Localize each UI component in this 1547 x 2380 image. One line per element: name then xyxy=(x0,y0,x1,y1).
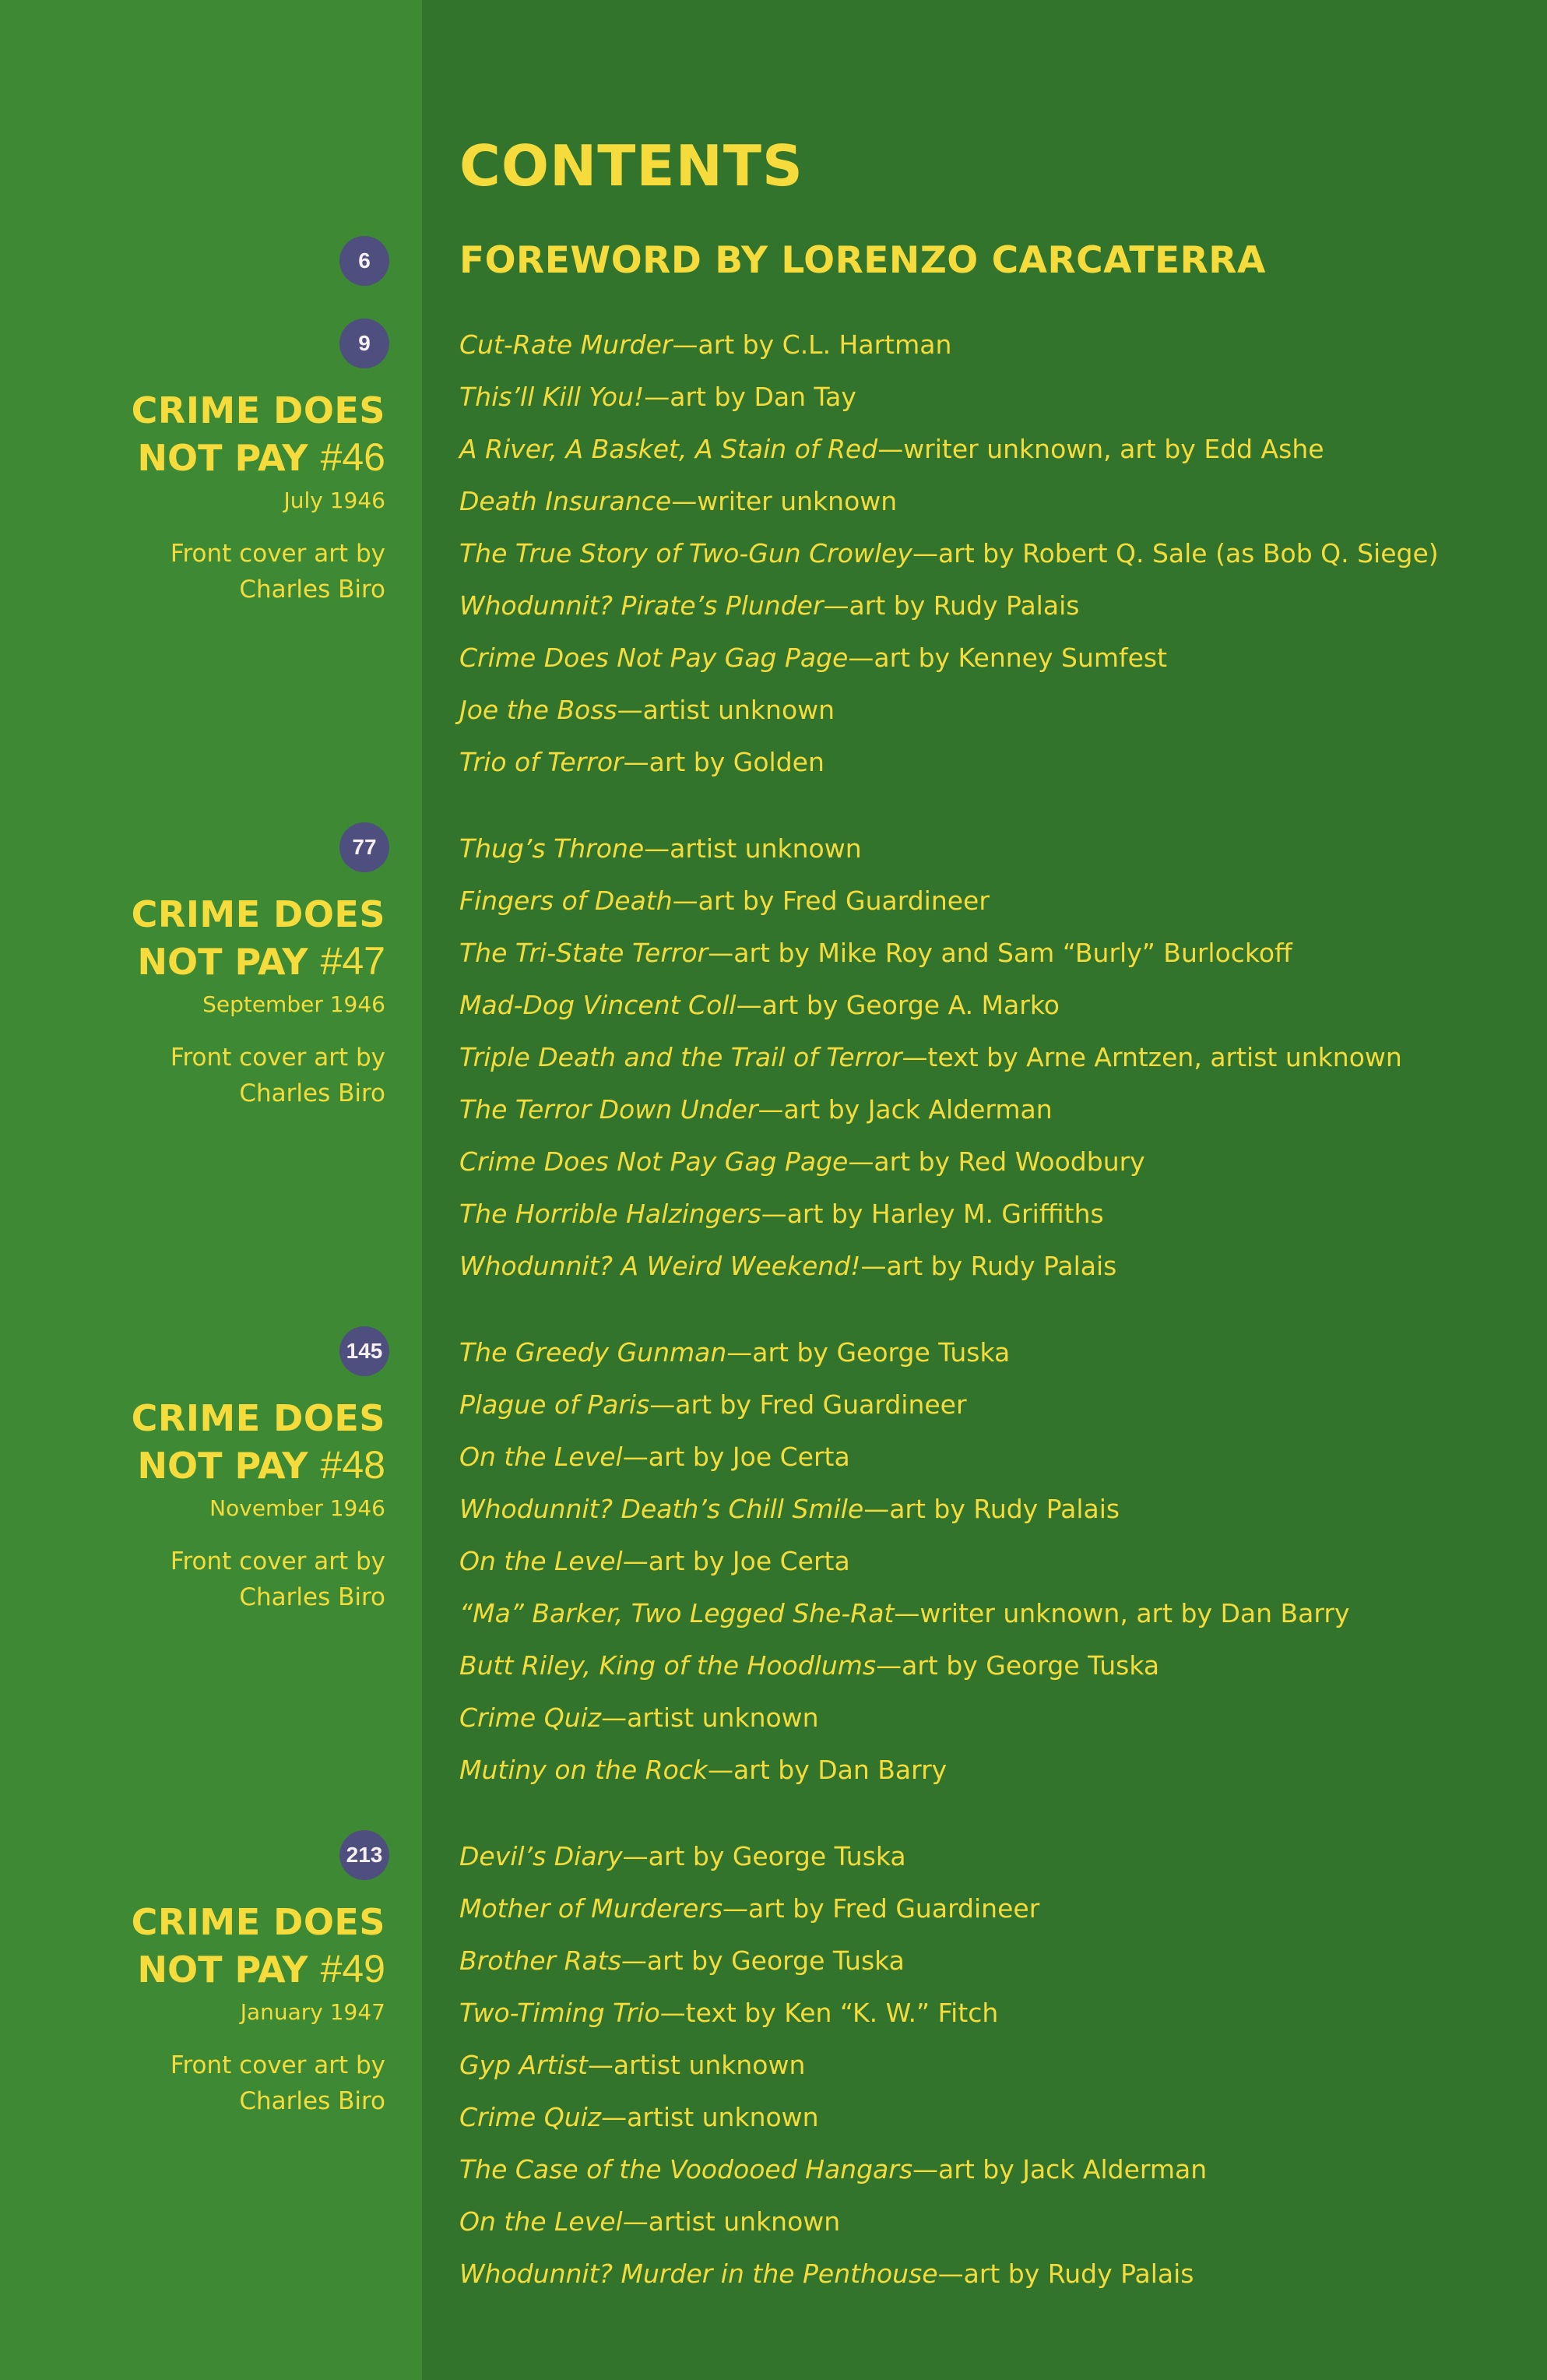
story-credit: —writer unknown, art by Edd Ashe xyxy=(877,434,1324,464)
cover-credit-line: Front cover art by xyxy=(170,1044,385,1072)
story-title: “Ma” Barker, Two Legged She-Rat xyxy=(459,1598,895,1628)
story-credit: —art by George Tuska xyxy=(876,1650,1160,1681)
story-entry[interactable] xyxy=(459,1935,1526,1987)
story-title: Cut-Rate Murder xyxy=(459,329,673,360)
story-entry[interactable] xyxy=(459,1240,1526,1292)
page-number-badge: 77 xyxy=(339,822,389,872)
story-credit: —art by Rudy Palais xyxy=(863,1494,1120,1524)
story-entry[interactable] xyxy=(459,1483,1526,1535)
series-title-line: CRIME DOES xyxy=(131,389,385,431)
story-credit: —artist unknown xyxy=(617,695,835,725)
issue-heading xyxy=(31,1899,385,2119)
cover-credit xyxy=(31,1040,385,1111)
story-entry[interactable] xyxy=(459,736,1526,788)
story-entry[interactable] xyxy=(459,1692,1526,1744)
story-credit: —writer unknown, art by Dan Barry xyxy=(894,1598,1350,1628)
series-title-text: NOT PAY xyxy=(137,941,308,983)
story-entry[interactable] xyxy=(459,2195,1526,2248)
story-credit: —art by Joe Certa xyxy=(622,1546,850,1576)
story-entry[interactable] xyxy=(459,2091,1526,2143)
issue-number: #46 xyxy=(320,435,385,479)
story-title: Joe the Boss xyxy=(459,695,617,725)
series-title-line xyxy=(31,1442,385,1489)
story-title: This’ll Kill You! xyxy=(459,382,645,412)
story-title: Thug’s Throne xyxy=(459,833,645,864)
story-credit: —art by George A. Marko xyxy=(736,990,1060,1020)
story-title: Devil’s Diary xyxy=(459,1841,623,1871)
story-entry[interactable] xyxy=(459,527,1526,579)
story-list xyxy=(459,1326,1526,1796)
story-credit: —text by Arne Arntzen, artist unknown xyxy=(902,1042,1402,1072)
story-entry[interactable] xyxy=(459,1378,1526,1431)
story-title: The Terror Down Under xyxy=(459,1094,758,1125)
story-list xyxy=(459,822,1526,1292)
story-credit: —writer unknown xyxy=(671,486,898,516)
issue-heading xyxy=(31,387,385,607)
story-title: Mad-Dog Vincent Coll xyxy=(459,990,737,1020)
story-credit: —art by Rudy Palais xyxy=(860,1251,1117,1281)
story-entry[interactable] xyxy=(459,579,1526,632)
story-credit: —art by Jack Alderman xyxy=(912,2154,1208,2185)
issue-number: #47 xyxy=(320,939,385,983)
story-title: The Horrible Halzingers xyxy=(459,1199,761,1229)
story-entry[interactable] xyxy=(459,1188,1526,1240)
series-title-line xyxy=(31,434,385,481)
story-title: Fingers of Death xyxy=(459,885,673,916)
cover-credit-line: Front cover art by xyxy=(170,1547,385,1576)
story-credit: —text by Ken “K. W.” Fitch xyxy=(659,1998,999,2028)
story-credit: —art by Rudy Palais xyxy=(937,2259,1194,2289)
story-credit: —artist unknown xyxy=(587,2050,806,2080)
story-credit: —art by Jack Alderman xyxy=(758,1094,1053,1125)
story-title: Crime Quiz xyxy=(459,2102,602,2132)
story-credit: —art by Joe Certa xyxy=(622,1442,850,1472)
story-entry[interactable] xyxy=(459,875,1526,927)
page-number-badge: 6 xyxy=(339,236,389,286)
story-title: Trio of Terror xyxy=(459,747,624,777)
story-list xyxy=(459,1830,1526,2300)
issue-number: #49 xyxy=(320,1947,385,1991)
story-title: Whodunnit? A Weird Weekend! xyxy=(459,1251,861,1281)
page-title: CONTENTS xyxy=(459,133,803,199)
story-title: Two-Timing Trio xyxy=(459,1998,660,2028)
cover-credit xyxy=(31,2047,385,2119)
story-title: Plague of Paris xyxy=(459,1389,650,1420)
story-entry[interactable] xyxy=(459,1744,1526,1796)
series-title-line xyxy=(31,938,385,985)
story-title: Whodunnit? Murder in the Penthouse xyxy=(459,2259,938,2289)
story-credit: —art by Golden xyxy=(623,747,824,777)
story-credit: —art by George Tuska xyxy=(622,1841,906,1871)
story-entry[interactable] xyxy=(459,1882,1526,1935)
story-title: Butt Riley, King of the Hoodlums xyxy=(459,1650,877,1681)
issue-date: July 1946 xyxy=(283,488,385,513)
story-entry[interactable] xyxy=(459,423,1526,475)
issue-date: January 1947 xyxy=(240,1999,385,2025)
series-title-line: CRIME DOES xyxy=(131,893,385,935)
story-credit: —art by Rudy Palais xyxy=(823,590,1080,621)
story-credit: —art by Kenney Sumfest xyxy=(848,643,1168,673)
cover-artist: Charles Biro xyxy=(239,1583,385,1611)
story-entry[interactable] xyxy=(459,475,1526,527)
story-credit: —art by Fred Guardineer xyxy=(649,1389,967,1420)
story-title: Mutiny on the Rock xyxy=(459,1755,708,1785)
page-number-badge: 213 xyxy=(339,1830,389,1880)
story-title: The True Story of Two-Gun Crowley xyxy=(459,538,912,569)
story-credit: —art by Robert Q. Sale (as Bob Q. Siege) xyxy=(912,538,1439,569)
series-title-line: CRIME DOES xyxy=(131,1901,385,1943)
page-number-badge: 9 xyxy=(339,319,389,368)
story-entry[interactable] xyxy=(459,1431,1526,1483)
cover-credit xyxy=(31,536,385,607)
story-credit: —art by Fred Guardineer xyxy=(723,1893,1040,1924)
story-entry[interactable] xyxy=(459,632,1526,684)
story-title: Gyp Artist xyxy=(459,2050,588,2080)
issue-date: September 1946 xyxy=(202,991,385,1017)
cover-artist: Charles Biro xyxy=(239,2087,385,2115)
page-number-badge: 145 xyxy=(339,1326,389,1376)
story-entry[interactable] xyxy=(459,1135,1526,1188)
story-title: On the Level xyxy=(459,2206,623,2237)
story-entry[interactable] xyxy=(459,2143,1526,2195)
cover-artist: Charles Biro xyxy=(239,1079,385,1107)
story-credit: —art by George Tuska xyxy=(621,1945,905,1976)
story-title: The Tri-State Terror xyxy=(459,938,708,968)
story-entry[interactable] xyxy=(459,822,1526,875)
story-entry[interactable] xyxy=(459,979,1526,1031)
story-entry[interactable] xyxy=(459,1587,1526,1639)
series-title-text: NOT PAY xyxy=(137,1445,308,1487)
story-entry[interactable] xyxy=(459,1987,1526,2039)
story-title: The Greedy Gunman xyxy=(459,1337,727,1368)
story-title: Crime Quiz xyxy=(459,1702,602,1733)
story-title: On the Level xyxy=(459,1546,623,1576)
cover-artist: Charles Biro xyxy=(239,576,385,604)
story-entry[interactable] xyxy=(459,1830,1526,1882)
story-credit: —artist unknown xyxy=(644,833,862,864)
cover-credit-line: Front cover art by xyxy=(170,2051,385,2079)
story-title: Triple Death and the Trail of Terror xyxy=(459,1042,902,1072)
cover-credit-line: Front cover art by xyxy=(170,540,385,568)
story-entry[interactable] xyxy=(459,1326,1526,1378)
story-entry[interactable] xyxy=(459,927,1526,979)
story-credit: —art by George Tuska xyxy=(726,1337,1011,1368)
story-entry[interactable] xyxy=(459,371,1526,423)
story-entry[interactable] xyxy=(459,684,1526,736)
issue-heading xyxy=(31,891,385,1111)
issue-date: November 1946 xyxy=(209,1495,385,1521)
story-credit: —artist unknown xyxy=(601,1702,819,1733)
story-entry[interactable] xyxy=(459,2039,1526,2091)
story-credit: —art by Red Woodbury xyxy=(848,1146,1145,1177)
story-credit: —artist unknown xyxy=(601,2102,819,2132)
story-title: Crime Does Not Pay Gag Page xyxy=(459,643,849,673)
story-title: Whodunnit? Death’s Chill Smile xyxy=(459,1494,864,1524)
story-title: Death Insurance xyxy=(459,486,672,516)
story-entry[interactable] xyxy=(459,1031,1526,1083)
story-entry[interactable] xyxy=(459,1639,1526,1692)
story-credit: —art by C.L. Hartman xyxy=(672,329,952,360)
story-credit: —art by Dan Barry xyxy=(708,1755,948,1785)
cover-credit xyxy=(31,1544,385,1615)
story-entry[interactable] xyxy=(459,1083,1526,1135)
story-title: Brother Rats xyxy=(459,1945,621,1976)
story-title: A River, A Basket, A Stain of Red xyxy=(459,434,878,464)
series-title-line: CRIME DOES xyxy=(131,1397,385,1439)
story-entry[interactable] xyxy=(459,319,1526,371)
story-list xyxy=(459,319,1526,788)
story-title: On the Level xyxy=(459,1442,623,1472)
story-title: Mother of Murderers xyxy=(459,1893,723,1924)
story-credit: —artist unknown xyxy=(622,2206,841,2237)
story-entry[interactable] xyxy=(459,2248,1526,2300)
story-credit: —art by Fred Guardineer xyxy=(672,885,990,916)
story-entry[interactable] xyxy=(459,1535,1526,1587)
story-credit: —art by Harley M. Griffiths xyxy=(761,1199,1104,1229)
story-credit: —art by Mike Roy and Sam “Burly” Burlockoff xyxy=(708,938,1292,968)
story-title: Crime Does Not Pay Gag Page xyxy=(459,1146,849,1177)
series-title-text: NOT PAY xyxy=(137,437,308,479)
series-title-text: NOT PAY xyxy=(137,1949,308,1991)
story-title: The Case of the Voodooed Hangars xyxy=(459,2154,913,2185)
series-title-line xyxy=(31,1945,385,1993)
story-credit: —art by Dan Tay xyxy=(644,382,856,412)
foreword-heading[interactable]: FOREWORD BY LORENZO CARCATERRA xyxy=(459,239,1266,282)
issue-number: #48 xyxy=(320,1443,385,1487)
issue-heading xyxy=(31,1395,385,1615)
story-title: Whodunnit? Pirate’s Plunder xyxy=(459,590,824,621)
